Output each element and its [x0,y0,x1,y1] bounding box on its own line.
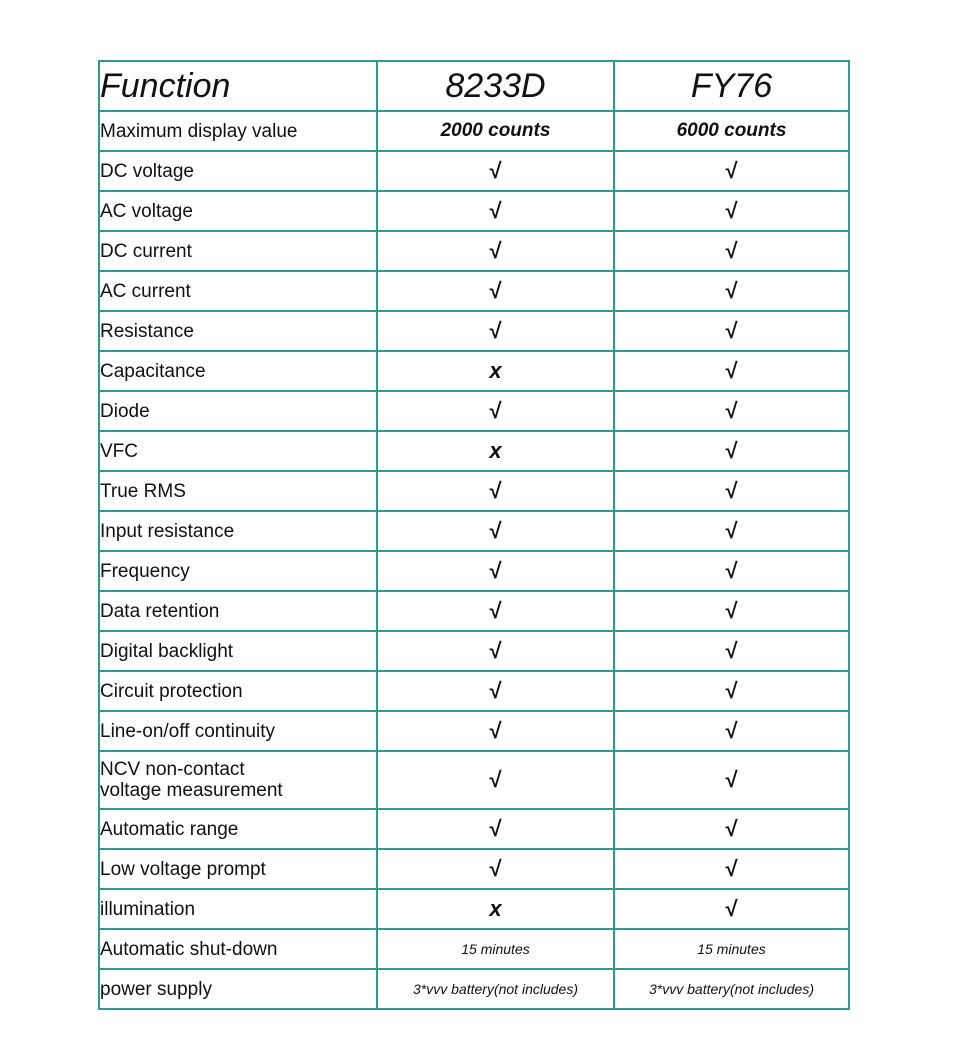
row-label: AC current [99,271,377,311]
header-model-a: 8233D [377,61,614,111]
row-label-line1: NCV non-contact [100,759,245,780]
check-icon: √ [614,631,849,671]
row-label: DC current [99,231,377,271]
cross-icon: x [377,351,614,391]
check-icon: √ [377,271,614,311]
value-model-b: 15 minutes [614,929,849,969]
value-model-b: 6000 counts [614,111,849,151]
table-row [99,671,849,711]
row-label: Line-on/off continuity [99,711,377,751]
table-row [99,391,849,431]
check-icon: √ [377,231,614,271]
row-label: Low voltage prompt [99,849,377,889]
table-row [99,711,849,751]
header-row [99,61,849,111]
row-label: Capacitance [99,351,377,391]
check-icon: √ [614,809,849,849]
check-icon: √ [377,809,614,849]
table-row [99,849,849,889]
check-icon: √ [614,151,849,191]
row-label: Automatic range [99,809,377,849]
check-icon: √ [614,351,849,391]
check-icon: √ [377,591,614,631]
check-icon: √ [377,751,614,809]
row-label: Circuit protection [99,671,377,711]
comparison-table [98,60,850,1010]
row-label: Input resistance [99,511,377,551]
row-label: Automatic shut-down [99,929,377,969]
check-icon: √ [377,711,614,751]
check-icon: √ [377,471,614,511]
check-icon: √ [614,551,849,591]
row-label: DC voltage [99,151,377,191]
cross-icon: x [377,889,614,929]
check-icon: √ [377,511,614,551]
row-label-line2: voltage measurement [100,780,283,801]
check-icon: √ [614,591,849,631]
check-icon: √ [377,849,614,889]
table-row [99,929,849,969]
row-label: AC voltage [99,191,377,231]
table-row [99,311,849,351]
table-row [99,551,849,591]
table-row [99,511,849,551]
check-icon: √ [614,889,849,929]
check-icon: √ [377,151,614,191]
check-icon: √ [614,471,849,511]
table-row [99,809,849,849]
row-label: Maximum display value [99,111,377,151]
check-icon: √ [614,751,849,809]
header-model-b: FY76 [614,61,849,111]
table-row [99,591,849,631]
check-icon: √ [614,511,849,551]
table-row [99,751,849,809]
check-icon: √ [377,671,614,711]
table-row [99,431,849,471]
check-icon: √ [377,391,614,431]
row-label: Data retention [99,591,377,631]
row-label: power supply [99,969,377,1009]
check-icon: √ [614,671,849,711]
table-row [99,151,849,191]
table-row [99,471,849,511]
check-icon: √ [377,191,614,231]
check-icon: √ [377,311,614,351]
row-label: Digital backlight [99,631,377,671]
table-row [99,351,849,391]
table-row [99,631,849,671]
value-model-b: 3*vvv battery(not includes) [614,969,849,1009]
table-row [99,111,849,151]
row-label: VFC [99,431,377,471]
value-model-a: 3*vvv battery(not includes) [377,969,614,1009]
row-label: illumination [99,889,377,929]
check-icon: √ [614,191,849,231]
check-icon: √ [614,431,849,471]
check-icon: √ [614,849,849,889]
table-row [99,191,849,231]
row-label: Diode [99,391,377,431]
check-icon: √ [614,391,849,431]
value-model-a: 15 minutes [377,929,614,969]
row-label: Resistance [99,311,377,351]
row-label: Frequency [99,551,377,591]
row-label: True RMS [99,471,377,511]
check-icon: √ [614,711,849,751]
row-label [99,751,377,809]
table-row [99,231,849,271]
check-icon: √ [614,231,849,271]
check-icon: √ [377,631,614,671]
table-row [99,889,849,929]
value-model-a: 2000 counts [377,111,614,151]
check-icon: √ [377,551,614,591]
cross-icon: x [377,431,614,471]
table-row [99,271,849,311]
check-icon: √ [614,271,849,311]
table-row [99,969,849,1009]
check-icon: √ [614,311,849,351]
header-function: Function [99,61,377,111]
